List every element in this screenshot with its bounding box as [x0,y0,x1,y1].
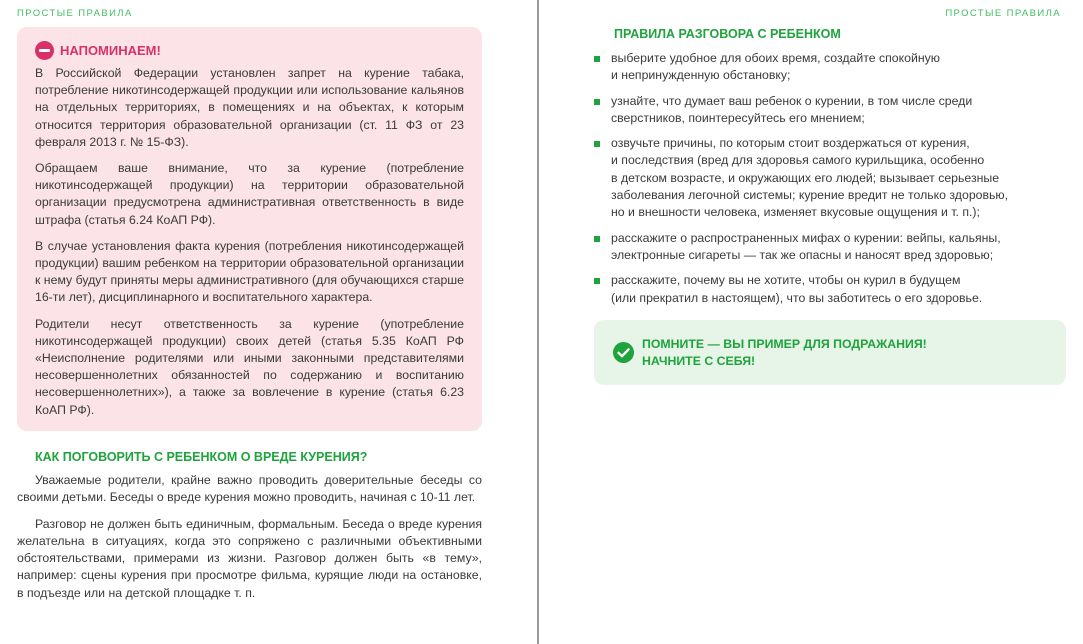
rule-line: сверстников, поинтересуйтесь его мнением; [611,110,865,125]
check-circle-icon [613,342,634,363]
rule-line: в детском возрасте, и окружающих его людей; вызывает серьезные [611,170,1000,185]
reminder-line: ПОМНИТЕ — ВЫ ПРИМЕР ДЛЯ ПОДРАЖАНИЯ! [642,336,927,351]
rule-line: расскажите, почему вы не хотите, чтобы он курил в будущем [611,273,961,288]
rule-item [594,272,1059,307]
rule-item [594,135,1059,221]
rule-text [611,272,982,307]
square-bullet-icon [594,278,600,284]
left-page [0,0,537,644]
rule-text [611,93,972,128]
reminder-text [642,336,927,370]
rule-item [594,230,1059,265]
body-paragraph: Уважаемые родители, крайне важно проводить доверительные беседы со своими детьми. Беседы о вреде курения можно проводить, начиная с 10-11 лет. [17,473,482,505]
rules-list [594,50,1059,315]
section-title: КАК ПОГОВОРИТЬ С РЕБЕНКОМ О ВРЕДЕ КУРЕНИЯ? [35,450,368,464]
notice-title: НАПОМИНАЕМ! [60,43,161,58]
rule-line: электронные сигареты — так же опасны и наносят вред здоровью; [611,247,994,262]
notice-paragraph: В Российской Федерации установлен запрет на курение табака, потребление никотинсодержащей продукции или использование кальянов на отдельных территориях, в помещениях и на объектах, к которым относится территория образовательной организации (ст. 11 ФЗ от 23 февраля 2013 г. № 15-ФЗ). [35,66,464,149]
right-page [539,0,1083,644]
minus-circle-icon [35,41,54,60]
rule-item [594,93,1059,128]
rule-line: и непринужденную обстановку; [611,68,791,83]
rule-line: и последствия (вред для здоровья самого курильщика, особенно [611,153,985,168]
rule-line: расскажите о распространенных мифах о курении: вейпы, кальяны, [611,230,1001,245]
square-bullet-icon [594,141,600,147]
reminder-box [594,320,1066,385]
rule-text [611,230,1001,265]
rule-line: но и внешности человека, изменяет вкусовые ощущения и т. п.); [611,205,980,220]
rule-line: заболевания легочной системы; курение вредит не только здоровью, [611,188,1009,203]
rule-line: выберите удобное для обоих время, создайте спокойную [611,51,941,65]
rule-text [611,50,940,85]
notice-paragraph: Обращаем ваше внимание, что за курение (потребление никотинсодержащей продукции) на территории образовательной организации предусмотрена административная ответственность в виде штрафа (статья 6.24 КоАП РФ). [35,161,464,227]
square-bullet-icon [594,236,600,242]
running-head-right: ПРОСТЫЕ ПРАВИЛА [945,8,1061,19]
rules-title: ПРАВИЛА РАЗГОВОРА С РЕБЕНКОМ [614,27,841,41]
rule-line: озвучьте причины, по которым стоит воздержаться от курения, [611,136,970,151]
notice-header [35,41,464,60]
body-text [17,472,482,611]
running-head-left: ПРОСТЫЕ ПРАВИЛА [17,8,133,19]
reminder-line: НАЧНИТЕ С СЕБЯ! [642,353,756,368]
square-bullet-icon [594,56,600,62]
notice-paragraph: В случае установления факта курения (потребления никотинсодержащей продукции) вашим ребенком на территории образовательной организации к нему будут приняты меры административного (для обучающихся старше 16-ти лет), дисциплинарного и воспитательного характера. [35,238,464,305]
rule-line: узнайте, что думает ваш ребенок о курении, в том числе среди [611,93,973,108]
square-bullet-icon [594,99,600,105]
rule-item [594,50,1059,85]
notice-box [17,27,482,431]
rule-line: (или прекратил в настоящем), что вы заботитесь о его здоровье. [611,290,983,305]
notice-paragraph: Родители несут ответственность за курение (употребление никотинсодержащей продукции) своих детей (статья 5.35 КоАП РФ «Неисполнение родителями или иными законными представителями несовершеннолетних обязанностей по содержанию и воспитанию несовершеннолетних»), а также за вовлечение в курение (статья 6.23 КоАП РФ). [35,316,464,417]
rule-text [611,135,1008,221]
body-paragraph: Разговор не должен быть единичным, формальным. Беседа о вреде курения желательна в ситуациях, когда это сопряжено с различными объективными обстоятельствами, примерами из жизни. Разговор должен быть «в тему», например: сцены курения при просмотре фильма, курящие люди на остановке, в подъезде или на детской площадке т. п. [17,516,482,600]
